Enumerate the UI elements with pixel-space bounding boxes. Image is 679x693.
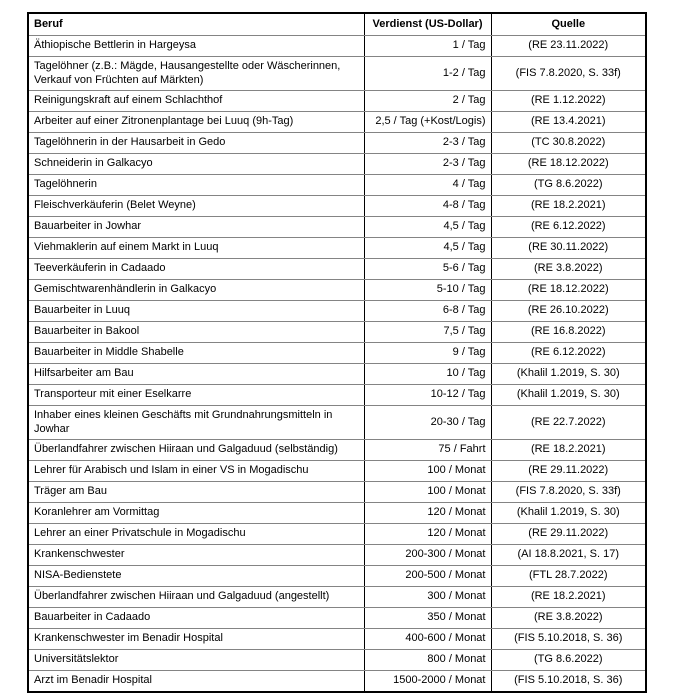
beruf-cell: Bauarbeiter in Middle Shabelle	[28, 343, 364, 364]
beruf-cell: Hilfsarbeiter am Bau	[28, 364, 364, 385]
verdienst-cell: 4,5 / Tag	[364, 238, 491, 259]
table-row	[28, 524, 646, 545]
verdienst-cell: 100 / Monat	[364, 482, 491, 503]
verdienst-cell: 2 / Tag	[364, 91, 491, 112]
table-row	[28, 608, 646, 629]
beruf-cell: Tagelöhnerin in der Hausarbeit in Gedo	[28, 133, 364, 154]
table-row	[28, 671, 646, 693]
beruf-cell: Bauarbeiter in Cadaado	[28, 608, 364, 629]
quelle-cell: (RE 3.8.2022)	[491, 259, 646, 280]
beruf-cell: Bauarbeiter in Luuq	[28, 301, 364, 322]
table-row	[28, 406, 646, 440]
verdienst-cell: 100 / Monat	[364, 461, 491, 482]
quelle-cell: (RE 30.11.2022)	[491, 238, 646, 259]
quelle-cell: (RE 18.2.2021)	[491, 587, 646, 608]
verdienst-cell: 1-2 / Tag	[364, 57, 491, 91]
beruf-cell: Teeverkäuferin in Cadaado	[28, 259, 364, 280]
beruf-cell: Gemischtwarenhändlerin in Galkacyo	[28, 280, 364, 301]
beruf-cell: Überlandfahrer zwischen Hiiraan und Galgaduud (selbständig)	[28, 440, 364, 461]
beruf-cell: Arzt im Benadir Hospital	[28, 671, 364, 693]
beruf-cell: Transporteur mit einer Eselkarre	[28, 385, 364, 406]
table-row	[28, 587, 646, 608]
verdienst-cell: 350 / Monat	[364, 608, 491, 629]
quelle-cell: (RE 6.12.2022)	[491, 343, 646, 364]
table-row	[28, 629, 646, 650]
verdienst-cell: 20-30 / Tag	[364, 406, 491, 440]
wage-table	[27, 12, 647, 693]
quelle-cell: (RE 18.2.2021)	[491, 196, 646, 217]
column-header-beruf: Beruf	[28, 13, 364, 36]
beruf-cell: Bauarbeiter in Bakool	[28, 322, 364, 343]
beruf-cell: Viehmaklerin auf einem Markt in Luuq	[28, 238, 364, 259]
quelle-cell: (RE 6.12.2022)	[491, 217, 646, 238]
table-row	[28, 482, 646, 503]
verdienst-cell: 10 / Tag	[364, 364, 491, 385]
verdienst-cell: 400-600 / Monat	[364, 629, 491, 650]
beruf-cell: NISA-Bedienstete	[28, 566, 364, 587]
verdienst-cell: 120 / Monat	[364, 524, 491, 545]
table-row	[28, 238, 646, 259]
table-row	[28, 217, 646, 238]
beruf-cell: Universitätslektor	[28, 650, 364, 671]
beruf-cell: Lehrer für Arabisch und Islam in einer VS in Mogadischu	[28, 461, 364, 482]
quelle-cell: (RE 29.11.2022)	[491, 524, 646, 545]
quelle-cell: (AI 18.8.2021, S. 17)	[491, 545, 646, 566]
quelle-cell: (FIS 7.8.2020, S. 33f)	[491, 482, 646, 503]
beruf-cell: Reinigungskraft auf einem Schlachthof	[28, 91, 364, 112]
quelle-cell: (Khalil 1.2019, S. 30)	[491, 364, 646, 385]
verdienst-cell: 75 / Fahrt	[364, 440, 491, 461]
table-row	[28, 364, 646, 385]
quelle-cell: (RE 13.4.2021)	[491, 112, 646, 133]
quelle-cell: (RE 18.2.2021)	[491, 440, 646, 461]
verdienst-cell: 5-6 / Tag	[364, 259, 491, 280]
beruf-cell: Tagelöhnerin	[28, 175, 364, 196]
quelle-cell: (RE 3.8.2022)	[491, 608, 646, 629]
table-row	[28, 545, 646, 566]
table-row	[28, 175, 646, 196]
verdienst-cell: 2,5 / Tag (+Kost/Logis)	[364, 112, 491, 133]
quelle-cell: (TG 8.6.2022)	[491, 175, 646, 196]
beruf-cell: Krankenschwester	[28, 545, 364, 566]
beruf-cell: Bauarbeiter in Jowhar	[28, 217, 364, 238]
beruf-cell: Krankenschwester im Benadir Hospital	[28, 629, 364, 650]
beruf-cell: Tagelöhner (z.B.: Mägde, Hausangestellte oder Wäscherinnen, Verkauf von Früchten auf Märkten)	[28, 57, 364, 91]
beruf-cell: Koranlehrer am Vormittag	[28, 503, 364, 524]
table-row	[28, 36, 646, 57]
table-row	[28, 301, 646, 322]
table-row	[28, 440, 646, 461]
quelle-cell: (RE 29.11.2022)	[491, 461, 646, 482]
table-row	[28, 461, 646, 482]
verdienst-cell: 2-3 / Tag	[364, 133, 491, 154]
table-row	[28, 385, 646, 406]
table-row	[28, 650, 646, 671]
verdienst-cell: 1 / Tag	[364, 36, 491, 57]
verdienst-cell: 200-500 / Monat	[364, 566, 491, 587]
table-row	[28, 280, 646, 301]
verdienst-cell: 7,5 / Tag	[364, 322, 491, 343]
verdienst-cell: 4 / Tag	[364, 175, 491, 196]
verdienst-cell: 120 / Monat	[364, 503, 491, 524]
verdienst-cell: 1500-2000 / Monat	[364, 671, 491, 693]
beruf-cell: Überlandfahrer zwischen Hiiraan und Galgaduud (angestellt)	[28, 587, 364, 608]
table-row	[28, 91, 646, 112]
beruf-cell: Arbeiter auf einer Zitronenplantage bei Luuq (9h-Tag)	[28, 112, 364, 133]
beruf-cell: Fleischverkäuferin (Belet Weyne)	[28, 196, 364, 217]
quelle-cell: (TG 8.6.2022)	[491, 650, 646, 671]
quelle-cell: (TC 30.8.2022)	[491, 133, 646, 154]
table-row	[28, 322, 646, 343]
quelle-cell: (RE 16.8.2022)	[491, 322, 646, 343]
table-row	[28, 503, 646, 524]
table-row	[28, 566, 646, 587]
table-row	[28, 196, 646, 217]
beruf-cell: Lehrer an einer Privatschule in Mogadischu	[28, 524, 364, 545]
quelle-cell: (Khalil 1.2019, S. 30)	[491, 385, 646, 406]
quelle-cell: (Khalil 1.2019, S. 30)	[491, 503, 646, 524]
header-row	[28, 13, 646, 36]
verdienst-cell: 200-300 / Monat	[364, 545, 491, 566]
verdienst-cell: 10-12 / Tag	[364, 385, 491, 406]
quelle-cell: (RE 18.12.2022)	[491, 154, 646, 175]
table-row	[28, 343, 646, 364]
quelle-cell: (RE 18.12.2022)	[491, 280, 646, 301]
beruf-cell: Schneiderin in Galkacyo	[28, 154, 364, 175]
quelle-cell: (RE 22.7.2022)	[491, 406, 646, 440]
table-row	[28, 259, 646, 280]
verdienst-cell: 5-10 / Tag	[364, 280, 491, 301]
table-row	[28, 133, 646, 154]
verdienst-cell: 6-8 / Tag	[364, 301, 491, 322]
quelle-cell: (FIS 5.10.2018, S. 36)	[491, 629, 646, 650]
verdienst-cell: 800 / Monat	[364, 650, 491, 671]
quelle-cell: (FTL 28.7.2022)	[491, 566, 646, 587]
table-row	[28, 154, 646, 175]
quelle-cell: (RE 23.11.2022)	[491, 36, 646, 57]
column-header-quelle: Quelle	[491, 13, 646, 36]
quelle-cell: (RE 1.12.2022)	[491, 91, 646, 112]
quelle-cell: (FIS 5.10.2018, S. 36)	[491, 671, 646, 693]
beruf-cell: Äthiopische Bettlerin in Hargeysa	[28, 36, 364, 57]
column-header-verdienst: Verdienst (US-Dollar)	[364, 13, 491, 36]
beruf-cell: Inhaber eines kleinen Geschäfts mit Grundnahrungsmitteln in Jowhar	[28, 406, 364, 440]
quelle-cell: (FIS 7.8.2020, S. 33f)	[491, 57, 646, 91]
table-row	[28, 112, 646, 133]
verdienst-cell: 2-3 / Tag	[364, 154, 491, 175]
table-body	[28, 36, 646, 693]
table-row	[28, 57, 646, 91]
verdienst-cell: 9 / Tag	[364, 343, 491, 364]
verdienst-cell: 4,5 / Tag	[364, 217, 491, 238]
beruf-cell: Träger am Bau	[28, 482, 364, 503]
verdienst-cell: 4-8 / Tag	[364, 196, 491, 217]
quelle-cell: (RE 26.10.2022)	[491, 301, 646, 322]
verdienst-cell: 300 / Monat	[364, 587, 491, 608]
